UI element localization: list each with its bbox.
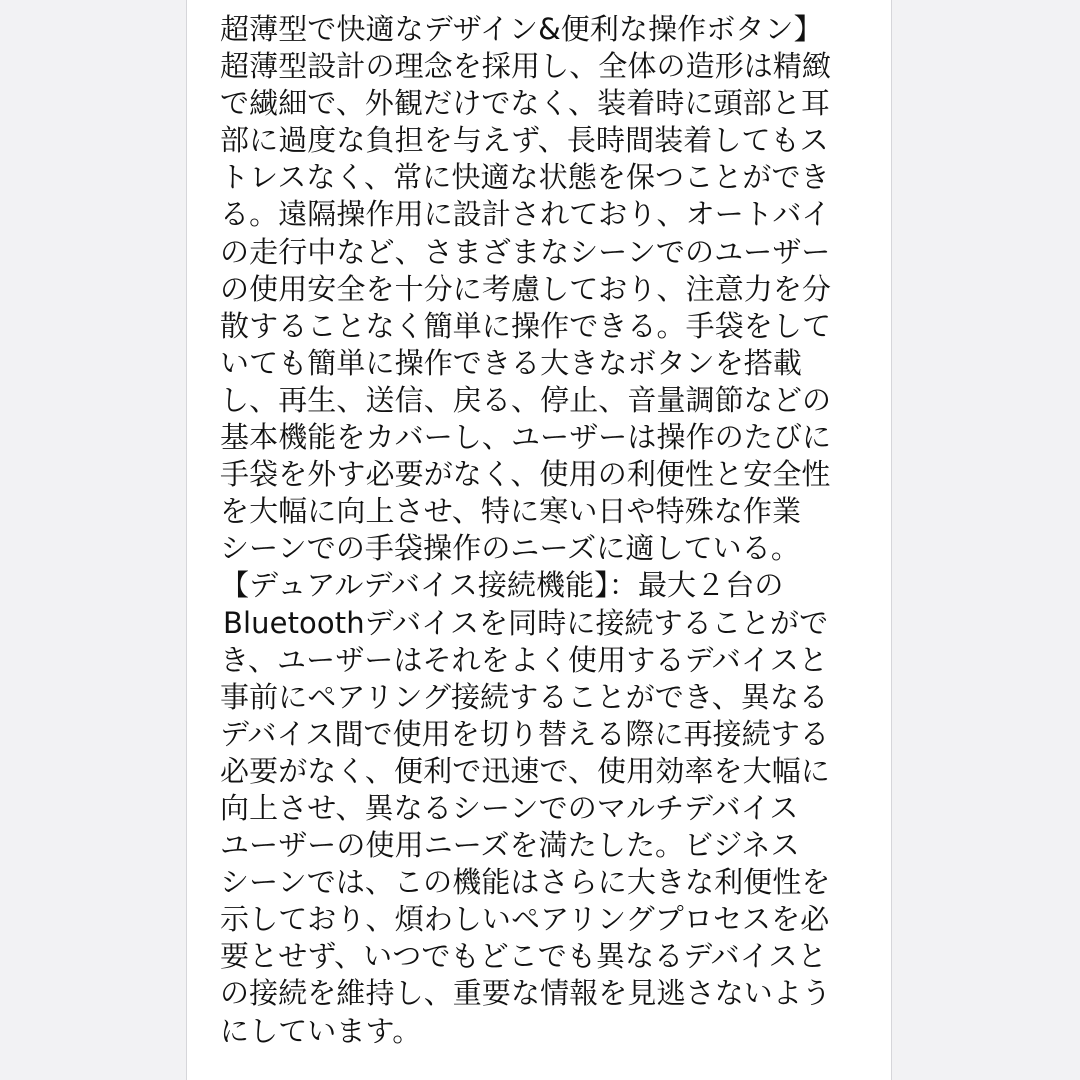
text-line-19: 事前にペアリング接続することができ、異なる [220, 679, 829, 714]
text-line-20: デバイス間で使用を切り替える際に再接続する [220, 716, 830, 751]
text-line-7: の走行中など、さまざまなシーンでのユーザー [220, 234, 831, 269]
text-line-27: の接続を維持し、重要な情報を見逃さないよう [220, 976, 832, 1011]
text-line-13: 手袋を外す必要がなく、使用の利便性と安全性 [220, 457, 831, 492]
text-panel [186, 0, 892, 1080]
text-line-4: 部に過度な負担を与えず、長時間装着してもス [220, 123, 829, 158]
text-line-26: 要とせず、いつでもどこでも異なるデバイスと [220, 939, 827, 974]
text-line-10: いても簡単に操作できる大きなボタンを搭載 [220, 345, 803, 380]
text-line-14: を大幅に向上させ、特に寒い日や特殊な作業 [220, 494, 802, 529]
text-line-11: し、再生、送信、戻る、停止、音量調節などの [220, 382, 832, 417]
text-line-8: の使用安全を十分に考慮しており、注意力を分 [220, 271, 832, 306]
text-line-5: トレスなく、常に快適な状態を保つことができ [220, 160, 830, 195]
text-line-28: にしています。 [220, 1013, 422, 1048]
text-line-15: シーンでの手袋操作のニーズに適している。 [220, 531, 800, 566]
text-line-17: Bluetoothデバイスを同時に接続することがで [223, 605, 829, 640]
text-line-22: 向上させ、異なるシーンでのマルチデバイス [220, 790, 799, 825]
text-line-12: 基本機能をカバーし、ユーザーは操作のたびに [220, 420, 832, 455]
text-line-3: で繊細で、外観だけでなく、装着時に頭部と耳 [220, 86, 830, 121]
text-line-1: 超薄型で快適なデザイン&便利な操作ボタン】 [220, 12, 823, 46]
text-line-9: 散することなく簡単に操作できる。手袋をして [220, 308, 832, 343]
text-line-24: シーンでは、この機能はさらに大きな利便性を [220, 865, 831, 900]
text-line-25: 示しており、煩わしいペアリングプロセスを必 [220, 902, 830, 937]
text-line-2: 超薄型設計の理念を採用し、全体の造形は精緻 [220, 49, 832, 84]
text-line-16: 【デュアルデバイス接続機能】：最大２台の [220, 568, 784, 603]
text-line-23: ユーザーの使用ニーズを満たした。ビジネス [220, 828, 800, 863]
product-description [220, 11, 880, 1050]
text-line-6: る。遠隔操作用に設計されており、オートバイ [220, 197, 831, 232]
text-line-21: 必要がなく、便利で迅速で、使用効率を大幅に [220, 753, 830, 788]
text-line-18: き、ユーザーはそれをよく使用するデバイスと [220, 642, 828, 677]
